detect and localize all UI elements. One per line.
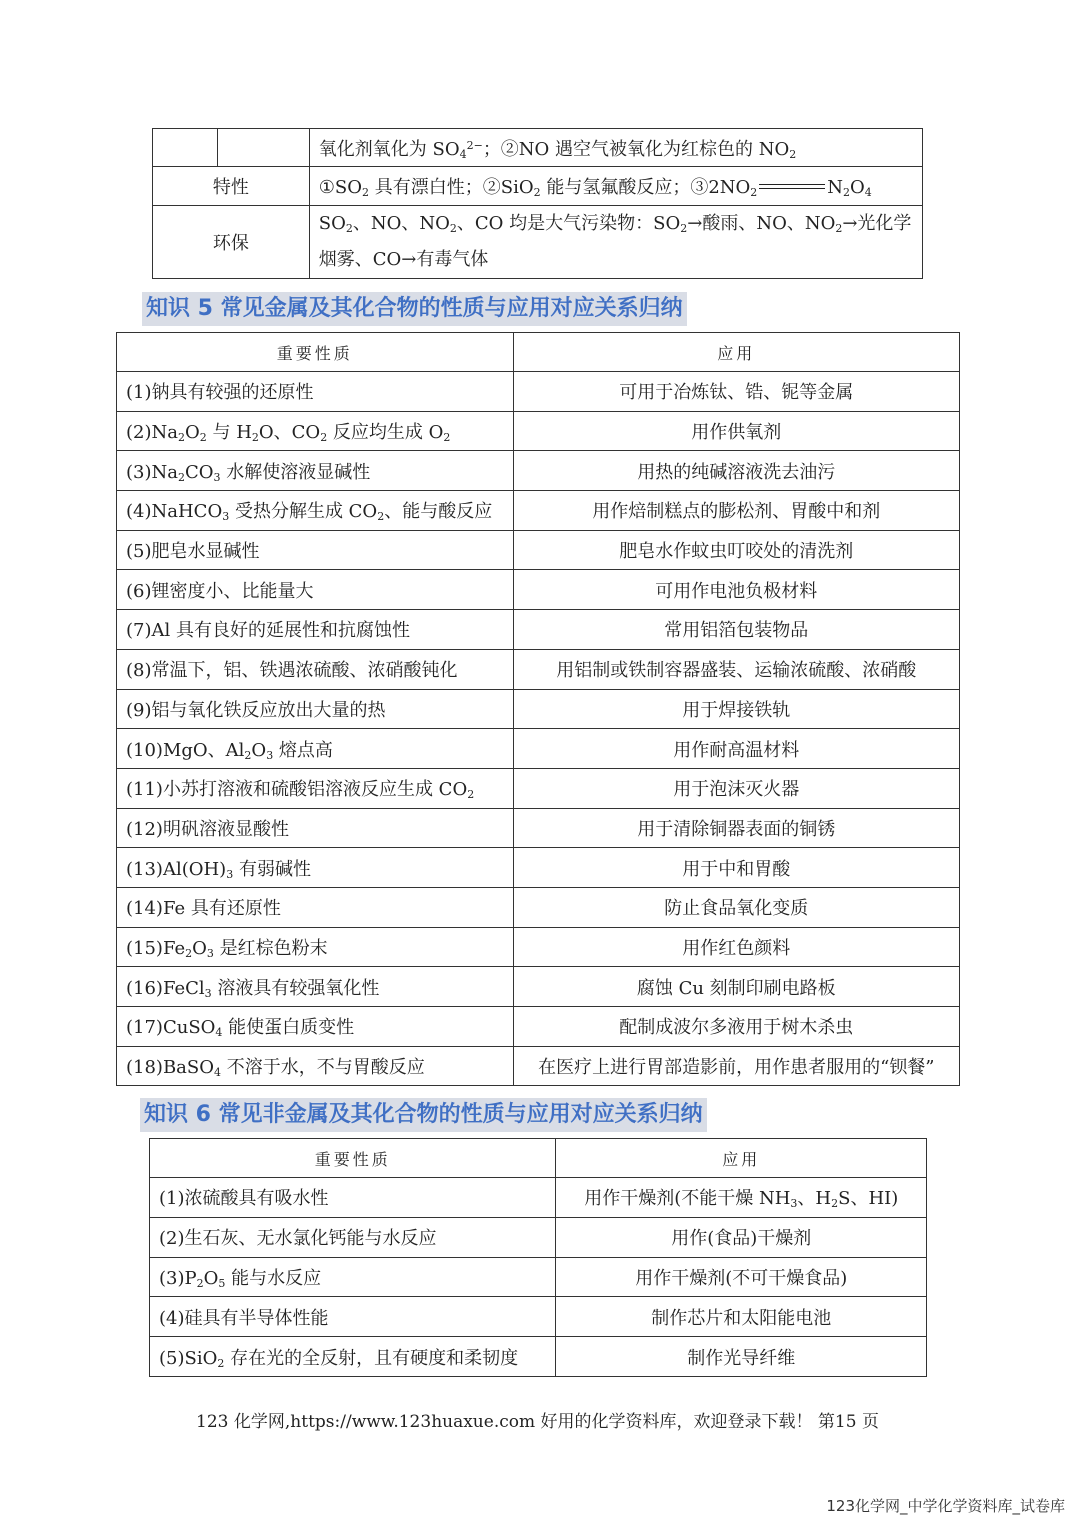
property-cell: (18)BaSO$_4$ 不溶于水，不与胃酸反应 bbox=[117, 1046, 514, 1086]
application-cell: 用作红色颜料 bbox=[513, 927, 959, 967]
column-header-application: 应用 bbox=[556, 1139, 927, 1178]
application-cell: 可用作电池负极材料 bbox=[513, 570, 959, 610]
property-cell: (14)Fe 具有还原性 bbox=[117, 887, 514, 927]
top-table-row1-text bbox=[309, 129, 922, 167]
application-cell: 用于焊接铁轨 bbox=[513, 689, 959, 729]
table-row bbox=[117, 451, 960, 491]
table-row bbox=[117, 530, 960, 570]
table-row bbox=[150, 1217, 927, 1257]
top-table-empty-cell bbox=[217, 129, 309, 167]
table-row bbox=[117, 808, 960, 848]
property-cell: $(15)Fe_2O_3$ 是红棕色粉末 bbox=[117, 927, 514, 967]
table-row bbox=[117, 610, 960, 650]
section5-heading: 知识 5 常见金属及其化合物的性质与应用对应关系归纳 bbox=[142, 292, 687, 326]
table-row bbox=[117, 372, 960, 412]
property-cell: $(3)P_2O_5$ 能与水反应 bbox=[150, 1257, 556, 1297]
application-cell: 在医疗上进行胃部造影前，用作患者服用的“钡餐” bbox=[513, 1046, 959, 1086]
property-cell: (12)明矾溶液显酸性 bbox=[117, 808, 514, 848]
application-cell: 用铝制或铁制容器盛装、运输浓硫酸、浓硝酸 bbox=[513, 649, 959, 689]
top-table bbox=[152, 128, 923, 279]
table-row bbox=[117, 491, 960, 531]
table-row bbox=[117, 967, 960, 1007]
application-cell: 腐蚀 Cu 刻制印刷电路板 bbox=[513, 967, 959, 1007]
table-row bbox=[117, 887, 960, 927]
top-table-empty-cell bbox=[153, 129, 218, 167]
application-cell: 肥皂水作蚊虫叮咬处的清洗剂 bbox=[513, 530, 959, 570]
table-row bbox=[117, 927, 960, 967]
column-header-application: 应用 bbox=[513, 333, 959, 372]
column-header-property: 重要性质 bbox=[150, 1139, 556, 1178]
application-cell: 用作焙制糕点的膨松剂、胃酸中和剂 bbox=[513, 491, 959, 531]
top-table-row2-label: 特性 bbox=[153, 167, 310, 206]
top-table-row3-text bbox=[309, 206, 922, 279]
table-row bbox=[150, 1297, 927, 1337]
nonmetal-properties-table bbox=[149, 1138, 927, 1377]
table-row bbox=[117, 689, 960, 729]
table-row bbox=[117, 848, 960, 888]
table-row bbox=[117, 768, 960, 808]
property-cell: (16)FeCl$_3$ 溶液具有较强氧化性 bbox=[117, 967, 514, 1007]
page-footer: 123 化学网,https://www.123huaxue.com 好用的化学资料库，欢迎登录下载！ 第15 页 bbox=[196, 1412, 879, 1432]
application-cell: 制作光导纤维 bbox=[556, 1337, 927, 1377]
top-table-row2-text bbox=[309, 167, 922, 206]
property-cell: (9)铝与氧化铁反应放出大量的热 bbox=[117, 689, 514, 729]
application-cell: 可用于冶炼钛、锆、铌等金属 bbox=[513, 372, 959, 412]
property-cell: (10)MgO、$Al_2O_3$ 熔点高 bbox=[117, 729, 514, 769]
table-row bbox=[150, 1178, 927, 1218]
property-cell: (17)CuSO$_4$ 能使蛋白质变性 bbox=[117, 1007, 514, 1047]
row3-rich: $SO_2$、NO、$NO_2$、CO 均是大气污染物：$SO_2\to$酸雨、NO、$NO_2\to$光化学烟雾、CO→有毒气体 bbox=[318, 213, 912, 270]
table-row bbox=[150, 1337, 927, 1377]
application-cell: 用作干燥剂(不可干燥食品) bbox=[556, 1257, 927, 1297]
property-cell: (1)浓硫酸具有吸水性 bbox=[150, 1178, 556, 1218]
property-cell: $(2)Na_2O_2$ 与 $H_2O$、$CO_2$ 反应均生成 $O_2$ bbox=[117, 411, 514, 451]
application-cell: 用作(食品)干燥剂 bbox=[556, 1217, 927, 1257]
equilibrium-arrow-icon bbox=[759, 184, 825, 190]
table-row bbox=[117, 570, 960, 610]
property-cell: (4)硅具有半导体性能 bbox=[150, 1297, 556, 1337]
application-cell: 用作干燥剂(不能干燥 $NH_3$、$H_2S$、HI) bbox=[556, 1178, 927, 1218]
application-cell: 用于泡沫灭火器 bbox=[513, 768, 959, 808]
property-cell: (5)肥皂水显碱性 bbox=[117, 530, 514, 570]
application-cell: 制作芯片和太阳能电池 bbox=[556, 1297, 927, 1337]
property-cell: (1)钠具有较强的还原性 bbox=[117, 372, 514, 412]
property-cell: (8)常温下，铝、铁遇浓硫酸、浓硝酸钝化 bbox=[117, 649, 514, 689]
table-row bbox=[150, 1257, 927, 1297]
application-cell: 常用铝箔包装物品 bbox=[513, 610, 959, 650]
row2-rich: $①SO_2$ 具有漂白性；②SiO$_2$ 能与氢氟酸反应；$③2NO_2$ $N_2O_4$ bbox=[318, 177, 872, 199]
property-cell: $(13)Al(OH)_3$ 有弱碱性 bbox=[117, 848, 514, 888]
property-cell: (2)生石灰、无水氯化钙能与水反应 bbox=[150, 1217, 556, 1257]
watermark: 123化学网_中学化学资料库_试卷库 bbox=[826, 1497, 1065, 1515]
property-cell: (11)小苏打溶液和硫酸铝溶液反应生成 $CO_2$ bbox=[117, 768, 514, 808]
application-cell: 用作耐高温材料 bbox=[513, 729, 959, 769]
table-row bbox=[117, 729, 960, 769]
application-cell: 用于清除铜器表面的铜锈 bbox=[513, 808, 959, 848]
application-cell: 用热的纯碱溶液洗去油污 bbox=[513, 451, 959, 491]
column-header-property: 重要性质 bbox=[117, 333, 514, 372]
application-cell: 防止食品氧化变质 bbox=[513, 887, 959, 927]
section6-heading: 知识 6 常见非金属及其化合物的性质与应用对应关系归纳 bbox=[140, 1098, 707, 1132]
property-cell: (6)锂密度小、比能量大 bbox=[117, 570, 514, 610]
application-cell: 配制成波尔多液用于树木杀虫 bbox=[513, 1007, 959, 1047]
application-cell: 用于中和胃酸 bbox=[513, 848, 959, 888]
table-row bbox=[117, 411, 960, 451]
table-row bbox=[117, 1046, 960, 1086]
property-cell: (4)NaHCO$_3$ 受热分解生成 $CO_2$、能与酸反应 bbox=[117, 491, 514, 531]
table-row bbox=[117, 1007, 960, 1047]
row1-rich: 氧化剂氧化为 $SO_4^{2-}$；②NO 遇空气被氧化为红棕色的 $NO_2$ bbox=[318, 138, 797, 161]
table-row bbox=[117, 649, 960, 689]
property-cell: $(3)Na_2CO_3$ 水解使溶液显碱性 bbox=[117, 451, 514, 491]
property-cell: (5)SiO$_2$ 存在光的全反射，且有硬度和柔韧度 bbox=[150, 1337, 556, 1377]
top-table-row3-label: 环保 bbox=[153, 206, 310, 279]
metal-properties-table bbox=[116, 332, 960, 1086]
application-cell: 用作供氧剂 bbox=[513, 411, 959, 451]
property-cell: (7)Al 具有良好的延展性和抗腐蚀性 bbox=[117, 610, 514, 650]
